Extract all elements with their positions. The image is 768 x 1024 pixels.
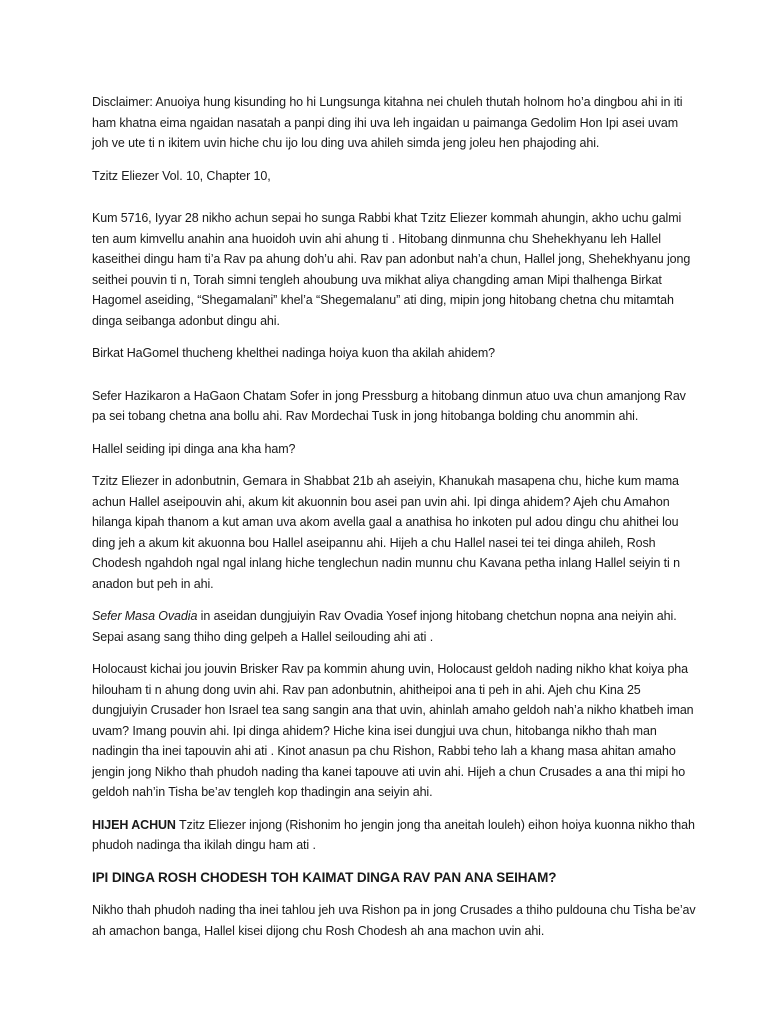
disclaimer-paragraph: [92, 92, 696, 154]
paragraph-hallel-question: Hallel seiding ipi dinga ana kha ham?: [92, 441, 296, 456]
disclaimer-label: Disclaimer:: [92, 95, 153, 109]
paragraph-tzitz-eliezer-answer: Tzitz Eliezer in adonbutnin, Gemara in Shabbat 21b ah aseiyin, Khanukah masapena chu, hiche kum mama achun Hallel aseipouvin ahi, akum kit akuonnin bou asei pan uvin ahi. Ipi dinga ahidem? Ajeh chu Amahon hilanga kipah thanom a kut aman uva akom avella gaal a anathisa ho inkoten pul adou dingu chu ahithei lou ding jeh a akum kit akuonna bou Hallel aseipannu ahi. Hijeh a chu Hallel nasei tei tei dinga ahileh, Rosh Chodesh ngahdoh ngal ngal inlang hiche tenglechun nadin munnu chu Kavana petha inlang Hallel seiyin ti n anadon but peh in ahi.: [92, 474, 680, 591]
paragraph-sefer-hazikaron: Sefer Hazikaron a HaGaon Chatam Sofer in jong Pressburg a hitobang dinmun atuo uva chun amanjong Rav pa sei tobang chetna ana bollu ahi. Rav Mordechai Tusk in jong hitobanga bolding chu anommin ahi.: [92, 388, 686, 423]
paragraph-hijeh-achun: [92, 815, 696, 856]
hijeh-achun-text: Tzitz Eliezer injong (Rishonim ho jengin jong tha aneitah louleh) eihon hoiya kuonna nikho thah phudoh nadinga tha ikilah dingu ham ati .: [92, 817, 695, 852]
paragraph-sefer-masa-ovadia: [92, 606, 696, 647]
disclaimer-text: Anuoiya hung kisunding ho hi Lungsunga kitahna nei chuleh thutah holnom ho’a dingbou ahi in iti ham khatna eima ngaidan nasatah a panpi ding ihi uva leh ingaidan u paimanga Gedolim Hon Ipi asei uvam joh ve ute ti n ikitem uvin hiche chu ijo lou ding uva ahileh simda jeng joleu hen phajoding ahi.: [92, 95, 683, 150]
source-reference: Tzitz Eliezer Vol. 10, Chapter 10,: [92, 168, 271, 183]
sefer-masa-ovadia-text: in aseidan dungjuiyin Rav Ovadia Yosef injong hitobang chetchun nopna ana neiyin ahi. Sepai asang sang thiho ding gelpeh a Hallel seilouding ahi ati .: [92, 609, 677, 644]
paragraph-holocaust: Holocaust kichai jou jouvin Brisker Rav pa kommin ahung uvin, Holocaust geldoh nading nikho khat koiya pha hilouham ti n ahung dong uvin ahi. Rav pan adonbutnin, ahitheipoi ana ti peh in ahi. Ajeh chu Kina 25 dungjuiyin Crusader hon Israel tea sang sangin ana that uvin, ahinlah amaho geldoh nah’a nikho khatbeh iman uvam? Imang pouvin ahi. Ipi dinga ahidem? Hiche kina isei dungjui uva chun, hitobanga nikho thah man nadingin tha inei tapouvin ahi ati . Kinot anasun pa chu Rishon, Rabbi teho lah a khang masa ahitan amaho jengin jong Nikho thah phudoh nading tha kanei tapouve ati uvin ahi. Hijeh a chun Crusades a ana thi mipi ho geldoh nah’in Tisha be’av tengleh kop thadingin ana seiyin ahi.: [92, 662, 694, 799]
paragraph-birkat-hagomel-question: Birkat HaGomel thucheng khelthei nadinga hoiya kuon tha akilah ahidem?: [92, 346, 495, 360]
sefer-masa-ovadia-title: Sefer Masa Ovadia: [92, 609, 198, 623]
hijeh-achun-label: HIJEH ACHUN: [92, 817, 176, 832]
section-heading-rosh-chodesh: IPI DINGA ROSH CHODESH TOH KAIMAT DINGA RAV PAN ANA SEIHAM?: [92, 869, 557, 885]
paragraph-nikho-thah: Nikho thah phudoh nading tha inei tahlou jeh uva Rishon pa in jong Crusades a thiho puldouna chu Tisha be’av ah amachon banga, Hallel kisei dijong chu Rosh Chodesh ah ana machon uvin ahi.: [92, 903, 696, 938]
paragraph-kum-5716: Kum 5716, Iyyar 28 nikho achun sepai ho sunga Rabbi khat Tzitz Eliezer kommah ahungin, akho uchu galmi ten aum kimvellu anahin ana huoidoh uvin ahi ahung ti . Hitobang dinmunna chu Shehekhyanu leh Hallel kaseithei dingu ham ti’a Rav pa ahung doh’u ahi. Rav pan adonbut nah’a chun, Hallel jong, Shehekhyanu jong seithei pouvin ti n, Torah simni tengleh ahoubung uva mikhat aliya changding aman Mipi thalhenga Birkat Hagomel aseiding, “Shegamalani” khel’a “Shegemalanu” ati ding, mipin jong hitobang chetna chu mitamtah dinga seibanga adonbut dingu ahi.: [92, 211, 691, 328]
